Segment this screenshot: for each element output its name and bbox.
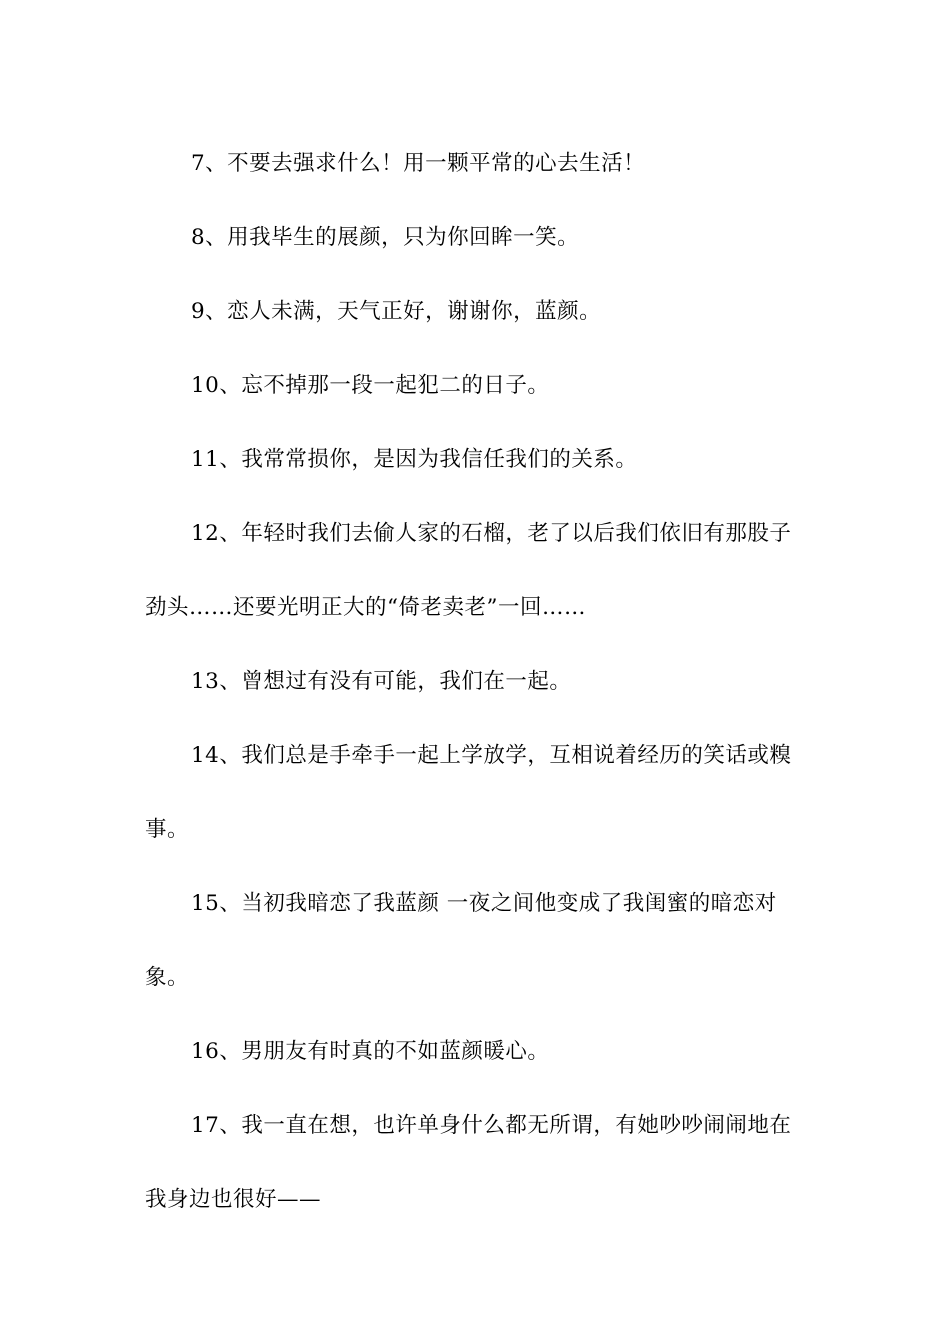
document-body bbox=[145, 127, 807, 1237]
paragraph-12: 12、年轻时我们去偷人家的石榴，老了以后我们依旧有那股子劲头……还要光明正大的“倚老卖老”一回…… bbox=[145, 521, 792, 620]
paragraph-10: 10、忘不掉那一段一起犯二的日子。 bbox=[191, 373, 550, 398]
paragraph-15: 15、当初我暗恋了我蓝颜 一夜之间他变成了我闺蜜的暗恋对象。 bbox=[145, 891, 777, 990]
paragraph-7: 7、不要去强求什么！用一颗平常的心去生活！ bbox=[191, 151, 646, 176]
paragraph-14: 14、我们总是手牵手一起上学放学，互相说着经历的笑话或糗事。 bbox=[145, 743, 792, 842]
paragraph-9: 9、恋人未满，天气正好，谢谢你，蓝颜。 bbox=[191, 299, 602, 324]
paragraph-17: 17、我一直在想，也许单身什么都无所谓，有她吵吵闹闹地在我身边也很好—— bbox=[145, 1113, 792, 1212]
paragraph-8: 8、用我毕生的展颜，只为你回眸一笑。 bbox=[191, 225, 580, 250]
paragraph-11: 11、我常常损你，是因为我信任我们的关系。 bbox=[191, 447, 638, 472]
paragraph-16: 16、男朋友有时真的不如蓝颜暖心。 bbox=[191, 1039, 550, 1064]
paragraph-13: 13、曾想过有没有可能，我们在一起。 bbox=[191, 669, 572, 694]
